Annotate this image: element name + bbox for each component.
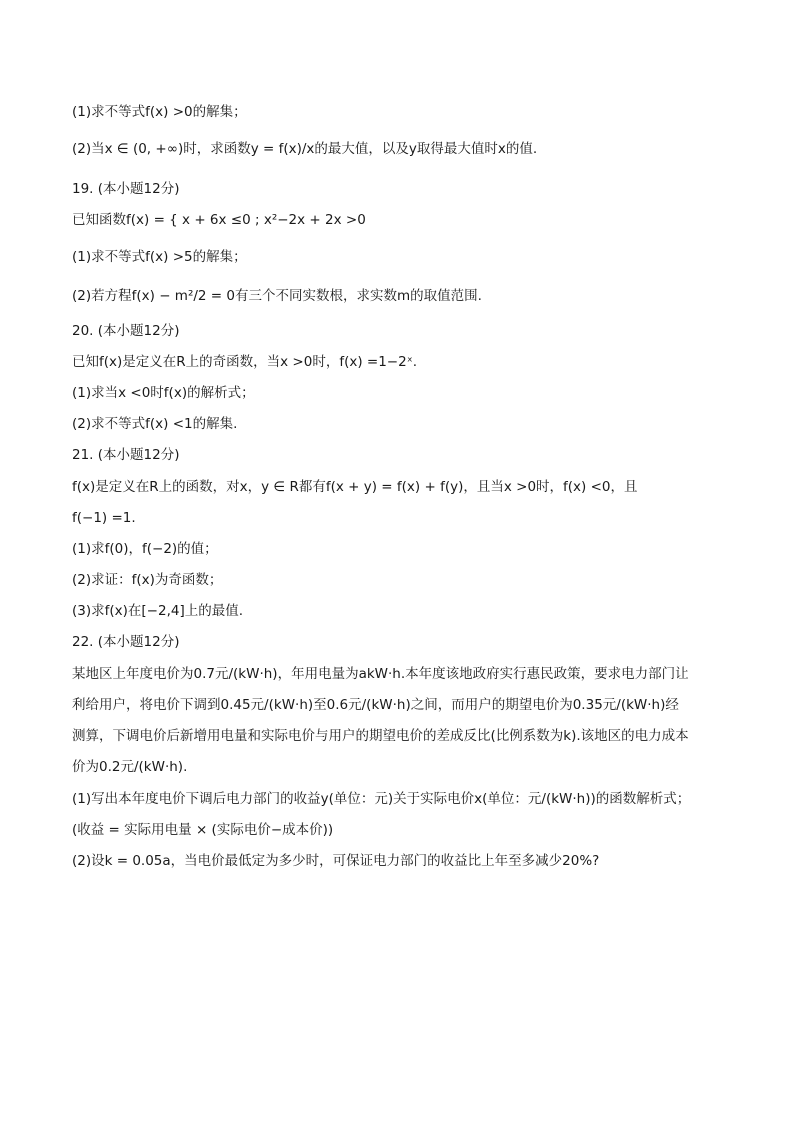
q21-statement-line1: f(x)是定义在R上的函数，对x，y ∈ R都有f(x + y) = f(x) + f(y)，且当x >0时，f(x) <0，且 [72, 479, 638, 495]
q22-part2: (2)设k = 0.05a，当电价最低定为多少时，可保证电力部门的收益比上年至多减少20%? [72, 853, 600, 869]
q20-part1: (1)求当x <0时f(x)的解析式； [72, 385, 255, 401]
q21-part1: (1)求f(0)，f(−2)的值； [72, 541, 218, 557]
q18-part1: (1)求不等式f(x) >0的解集； [72, 104, 247, 120]
q22-heading: 22. (本小题12分) [72, 634, 180, 650]
q22-statement-line3: 测算，下调电价后新增用电量和实际电价与用户的期望电价的差成反比(比例系数为k).该地区的电力成本 [72, 728, 689, 744]
q20-part2: (2)求不等式f(x) <1的解集. [72, 416, 238, 432]
q22-statement-line1: 某地区上年度电价为0.7元/(kW·h)，年用电量为akW·h.本年度该地政府实行惠民政策，要求电力部门让 [72, 666, 689, 682]
q22-part1-note: (收益 = 实际用电量 × (实际电价−成本价)) [72, 822, 334, 838]
q21-part3: (3)求f(x)在[−2,4]上的最值. [72, 603, 244, 619]
q20-statement: 已知f(x)是定义在R上的奇函数，当x >0时，f(x) =1−2ˣ. [72, 354, 417, 370]
q19-part1: (1)求不等式f(x) >5的解集； [72, 249, 247, 265]
q19-heading: 19. (本小题12分) [72, 181, 180, 197]
q22-statement-line2: 利给用户，将电价下调到0.45元/(kW·h)至0.6元/(kW·h)之间，而用户的期望电价为0.35元/(kW·h)经 [72, 697, 679, 713]
q19-function-definition: 已知函数f(x) = { x + 6x ≤0 ; x²−2x + 2x >0 [72, 212, 366, 228]
q18-part2-text: (2)当x ∈ (0, +∞)时，求函数y = f(x)/x的最大值，以及y取得最大值时x的值. [72, 141, 538, 157]
q21-heading: 21. (本小题12分) [72, 447, 180, 463]
q22-part1: (1)写出本年度电价下调后电力部门的收益y(单位：元)关于实际电价x(单位：元/(kW·h))的函数解析式； [72, 791, 691, 807]
q19-part2: (2)若方程f(x) − m²/2 = 0有三个不同实数根，求实数m的取值范围. [72, 288, 482, 304]
q21-part2: (2)求证：f(x)为奇函数； [72, 572, 223, 588]
q22-statement-line4: 价为0.2元/(kW·h). [72, 759, 188, 775]
q20-heading: 20. (本小题12分) [72, 323, 180, 339]
q21-statement-line2: f(−1) =1. [72, 510, 136, 526]
q18-part2 [72, 140, 537, 158]
